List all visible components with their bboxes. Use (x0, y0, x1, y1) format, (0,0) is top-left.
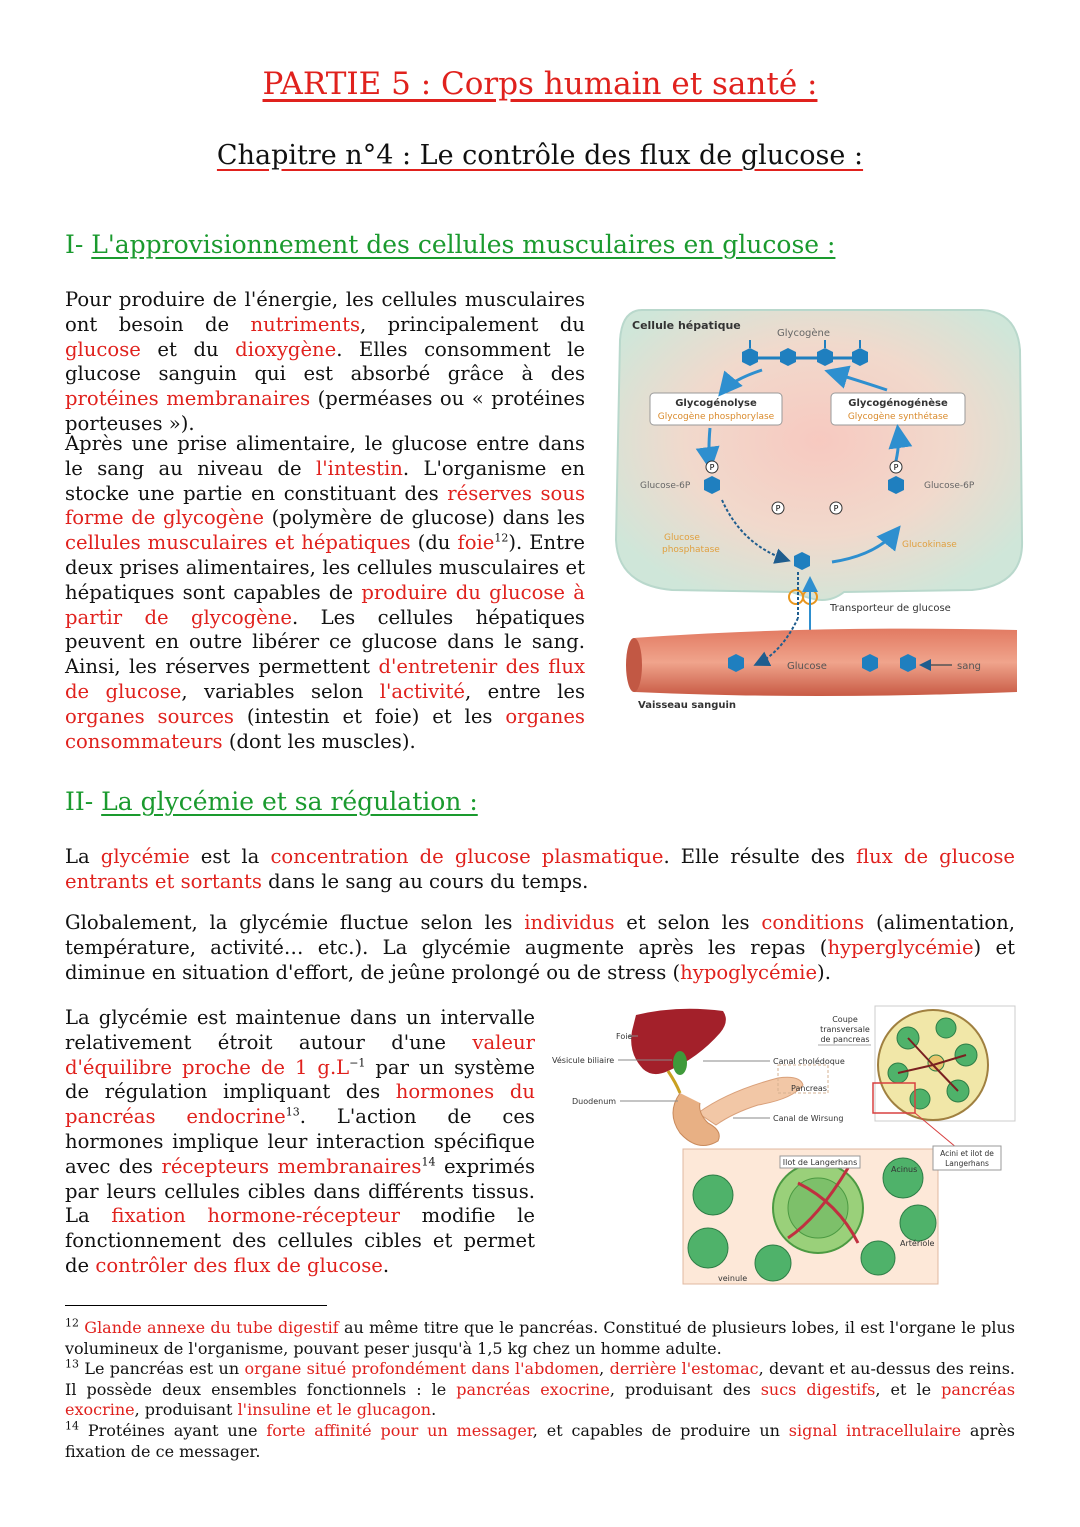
duodenum-label: Duodenum (572, 1097, 617, 1106)
highlight-text: produire du glucose à partir de glycogène (65, 580, 585, 629)
synthetase-label: Glycogène synthétase (847, 412, 949, 422)
footnote-ref: 13 (285, 1105, 300, 1119)
text-run: . Elle résulte des (663, 845, 857, 868)
highlight-text: contrôler des flux de glucose (95, 1253, 383, 1277)
text-run: Pour produire de l'énergie, les cellules musculaires ont besoin de (65, 288, 585, 336)
text-run: ) et diminue en situation d'effort, de jeûne prolongé ou de stress ( (65, 935, 1015, 984)
highlight-text: flux de glucose entrants et sortants (65, 845, 1016, 893)
section2-heading (65, 787, 478, 816)
highlight-text: pancréas exocrine (65, 1379, 1016, 1419)
section1-paragraph-1 (65, 288, 585, 437)
venule-label: veinule (718, 1274, 748, 1283)
text-run: Globalement, la glycémie fluctue selon les (65, 911, 525, 934)
highlight-text: Glande annexe du tube digestif (84, 1318, 339, 1337)
section2-paragraph-1 (65, 845, 1015, 895)
footnote-ref: 14 (421, 1155, 436, 1169)
glycogenesis-label: Glycogénogénèse (848, 398, 948, 409)
section2-paragraph-2 (65, 911, 1015, 985)
acini-label-1: Acini et ilot de (940, 1149, 994, 1158)
text-run: (alimentation, température, activité… etc.). La glycémie augmente après les repas ( (65, 911, 1015, 959)
highlight-text: hyperglycémie (827, 935, 974, 959)
text-run: après fixation de ce messager. (65, 1421, 1015, 1461)
highlight-text: individus (524, 911, 615, 934)
highlight-text: dioxygène (235, 337, 337, 361)
chapter-title: Chapitre n°4 : Le contrôle des flux de glucose : (216, 140, 864, 171)
highlight-text: cellules musculaires et hépatiques (65, 531, 411, 555)
text-run: , et capables de produire un (532, 1421, 789, 1440)
islet-label: Ilot de Langerhans (782, 1158, 858, 1167)
footnote-ref: 12 (65, 1316, 79, 1330)
phosphatase-label-2: phosphatase (662, 545, 720, 555)
section1-title: L'approvisionnement des cellules musculaires en glucose : (91, 230, 836, 259)
part-title: PARTIE 5 : Corps humain et santé : (262, 66, 818, 102)
text-run: (polymère de glucose) dans les (263, 506, 586, 530)
text-run: , produisant (134, 1400, 238, 1419)
footnote-ref: −1 (349, 1056, 366, 1070)
gallbladder-shape (673, 1051, 687, 1075)
vessel-label: Vaisseau sanguin (638, 700, 737, 711)
cell-label: Cellule hépatique (632, 319, 741, 332)
pancreas-figure (548, 1003, 1018, 1288)
choledoque-label: Canal cholédoque (773, 1057, 845, 1066)
liver-label: Foie (616, 1032, 633, 1041)
text-run: Le pancréas est un (79, 1359, 245, 1378)
g6p-left-label: Glucose-6P (640, 481, 691, 491)
phosphatase-label-1: Glucose (664, 533, 700, 543)
text-run: (perméases ou « protéines porteuses »). (65, 387, 585, 435)
footnote-separator (65, 1305, 327, 1306)
footnote-ref: 13 (65, 1357, 79, 1371)
cross-section-label-2: transversale (820, 1025, 870, 1034)
text-run: dans le sang au cours du temps. (261, 869, 589, 893)
text-run: La glycémie est maintenue dans un intervalle relativement étroit autour d'une (65, 1006, 535, 1054)
glucose-label: Glucose (787, 661, 827, 672)
text-run: Protéines ayant une (79, 1421, 267, 1440)
svg-text:P: P (893, 463, 899, 472)
highlight-text: conditions (761, 911, 865, 934)
highlight-text: organes consommateurs (65, 704, 585, 753)
text-run: , produisant des (609, 1379, 761, 1399)
section2-title: La glycémie et sa régulation : (101, 787, 478, 816)
text-run: , entre les (464, 679, 585, 703)
vessel-opening (626, 638, 642, 692)
highlight-text: glycémie (100, 845, 190, 868)
text-run: au même titre que le pancréas. Constitué de plusieurs lobes, il est l'organe le plus volumineux de l'organisme, pouvant peser jusqu'à 1,5 kg chez un homme adulte. (65, 1318, 1015, 1358)
acinus-label: Acinus (891, 1165, 918, 1174)
highlight-text: valeur d'équilibre proche de 1 g.L (65, 1030, 535, 1079)
blood-label: sang (957, 661, 982, 672)
text-run: . L'action de ces hormones implique leur interaction spécifique avec des (65, 1105, 535, 1178)
text-run: . Les cellules hépatiques peuvent en outre libérer ce glucose dans le sang. Ainsi, les réserves permettent (65, 605, 585, 679)
highlight-text: d'entretenir des flux de glucose (65, 655, 585, 703)
liver-cell-figure (612, 300, 1032, 720)
highlight-text: hormones du pancréas endocrine (65, 1080, 535, 1129)
wirsung-label: Canal de Wirsung (773, 1114, 844, 1123)
text-run: , variables selon (181, 679, 380, 703)
section1-number: I- (65, 230, 92, 259)
text-run: La (65, 845, 101, 868)
cross-section-label-3: de pancreas (820, 1035, 870, 1044)
highlight-text: organe situé profondément dans l'abdomen (244, 1359, 600, 1378)
highlight-text: l'intestin (316, 456, 403, 480)
phosphorylase-label: Glycogène phosphorylase (657, 412, 775, 422)
highlight-text: organes sources (65, 704, 234, 728)
text-run: , devant et au-dessus des reins. Il possède deux ensembles fonctionnels : le (65, 1359, 1015, 1399)
cross-section-label-1: Coupe (832, 1015, 858, 1024)
highlight-text: l'activité (379, 679, 465, 703)
acini-label-2: Langerhans (945, 1159, 989, 1168)
section1-paragraph-2 (65, 432, 585, 754)
highlight-text: hypoglycémie (680, 960, 818, 984)
footnote-14 (65, 1421, 1015, 1462)
svg-text:P: P (833, 504, 839, 513)
svg-text:P: P (775, 504, 781, 513)
highlight-text: forte affinité pour un messager (266, 1421, 533, 1440)
footnote-12 (65, 1318, 1015, 1359)
text-run: (du (410, 531, 458, 555)
highlight-text: nutriments (250, 312, 360, 336)
text-run: exprimés par leurs cellules cibles dans différents tissus. La (65, 1154, 535, 1228)
text-run: ). (817, 960, 831, 984)
highlight-text: glucose (65, 337, 141, 361)
glycogenolysis-label: Glycogénolyse (675, 398, 757, 409)
text-run: ). Entre deux prises alimentaires, les cellules musculaires et hépatiques sont capables de (65, 531, 585, 604)
highlight-text: fixation hormone-récepteur (111, 1204, 400, 1228)
highlight-text: concentration de glucose plasmatique (270, 845, 664, 868)
g6p-right-label: Glucose-6P (924, 481, 975, 491)
pancreas-label: Pancreas (791, 1084, 827, 1093)
text-run: . (382, 1253, 390, 1277)
section1-heading (65, 230, 835, 259)
highlight-text: signal intracellulaire (788, 1421, 962, 1440)
glycogen-label: Glycogène (777, 328, 831, 339)
highlight-text: l'insuline et le glucagon (237, 1400, 432, 1419)
text-run: (dont les muscles). (222, 729, 416, 753)
footnote-13 (65, 1359, 1015, 1421)
text-run: modifie le fonctionnement des cellules cibles et permet de (65, 1204, 536, 1277)
text-run: (intestin et foie) et les (233, 704, 506, 728)
text-run: , et le (875, 1379, 942, 1399)
highlight-text: foie (457, 531, 495, 555)
gallbladder-label: Vésicule biliaire (552, 1056, 615, 1065)
svg-text:P: P (709, 463, 715, 472)
glucokinase-label: Glucokinase (902, 540, 957, 550)
highlight-text: protéines membranaires (65, 387, 311, 411)
text-run: et du (140, 337, 236, 361)
highlight-text: derrière l'estomac (609, 1359, 759, 1378)
transporter-label: Transporteur de glucose (830, 603, 951, 614)
text-run: est la (189, 845, 271, 868)
text-run: . Elles consomment le glucose sanguin qui est absorbé grâce à des (65, 337, 585, 386)
arteriole-label: Artériole (900, 1239, 935, 1248)
text-run: Après une prise alimentaire, le glucose entre dans le sang au niveau de (65, 432, 585, 480)
text-run: , (599, 1359, 610, 1378)
highlight-text: récepteurs membranaires (161, 1154, 422, 1178)
footnote-ref: 14 (65, 1419, 79, 1433)
highlight-text: pancréas exocrine (456, 1379, 610, 1399)
text-run: . (431, 1400, 437, 1419)
text-run: par un système de régulation impliquant des (65, 1055, 535, 1104)
section2-number: II- (65, 787, 102, 816)
text-run: . L'organisme en stocke une partie en constituant des (65, 456, 585, 505)
text-run: , principalement du (360, 312, 585, 336)
text-run: et selon les (614, 911, 762, 934)
footnote-ref: 12 (494, 531, 509, 545)
highlight-text: réserves sous forme de glycogène (65, 481, 585, 530)
highlight-text: sucs digestifs (760, 1379, 876, 1399)
section2-paragraph-3 (65, 1006, 535, 1279)
